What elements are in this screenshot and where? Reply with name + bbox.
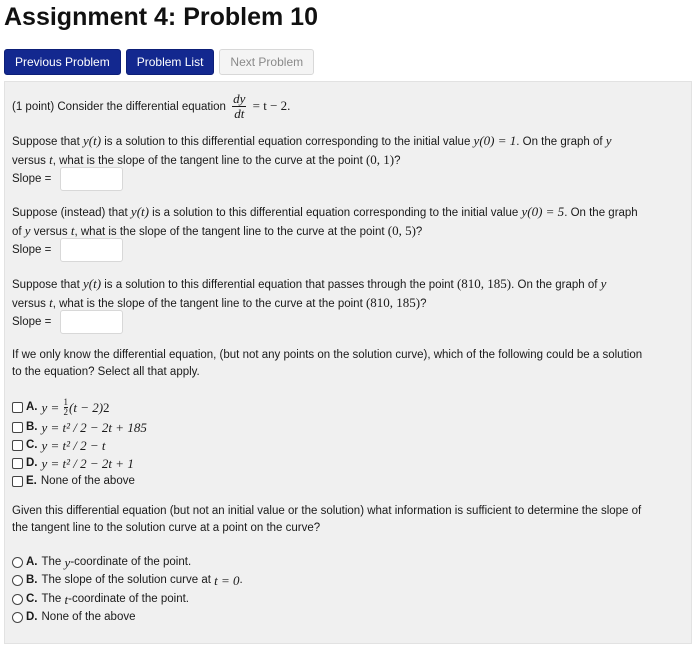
checkbox[interactable] [12,402,23,413]
checkbox-option-e[interactable]: E. None of the above [12,473,135,490]
checkbox[interactable] [12,440,23,451]
radio-button[interactable] [12,575,23,586]
radio-option-a[interactable]: A. The y -coordinate of the point. [12,554,191,571]
page-title: Assignment 4: Problem 10 [4,3,318,31]
radio-option-c[interactable]: C. The t -coordinate of the point. [12,591,189,608]
checkbox-option-c[interactable]: C. y = t² / 2 − t [12,437,106,454]
checkbox[interactable] [12,476,23,487]
radio-button[interactable] [12,557,23,568]
radio-button[interactable] [12,612,23,623]
checkbox[interactable] [12,458,23,469]
derivative-fraction: $\frac{dy}{dt}$ [233,91,246,122]
slope-label-2: Slope = [12,244,52,256]
radio-option-d[interactable]: D. None of the above [12,609,136,626]
problem-intro: (1 point) Consider the differential equation $\frac{dy}{dt}$ = t − 2. [12,91,291,122]
question-2-text: Suppose (instead) that y(t) is a solution to this differential equation corresponding to the initial value y(0) = 5. On the graph of y versus t, what is the slope of the tangent line to the curve at the point (0, 5)? [12,204,638,238]
question-3-text: Suppose that y(t) is a solution to this differential equation that passes through the point (810, 185). On the graph of y versus t, what is the slope of the tangent line to the curve at the point (810, 185)? [12,276,607,310]
question-5-text: Given this differential equation (but not an initial value or the solution) what information is sufficient to determine the slope of the tangent line to the solution curve at a point on the curve? [12,505,642,534]
checkbox-option-d[interactable]: D. y = t² / 2 − 2t + 1 [12,455,134,472]
question-4-text: If we only know the differential equation, (but not any points on the solution curve), which of the following could be a solution to the equation? Select all that apply. [12,349,643,378]
slope-label-3: Slope = [12,316,52,328]
question-1-text: Suppose that y(t) is a solution to this differential equation corresponding to the initial value y(0) = 1. On the graph of y versus t, what is the slope of the tangent line to the curve at the point (0, 1)? [12,133,612,167]
problem-panel [4,81,692,644]
radio-option-b[interactable]: B. The slope of the solution curve at t = 0 . [12,572,243,589]
checkbox-option-b[interactable]: B. y = t² / 2 − 2t + 185 [12,419,147,436]
slope-input-2[interactable] [60,238,123,262]
problem-list-button[interactable]: Problem List [126,49,215,75]
problem-navigation [4,49,314,75]
one-half-fraction: $\frac{1}{2}$ [63,397,68,417]
slope-label-1: Slope = [12,173,52,185]
checkbox[interactable] [12,422,23,433]
checkbox-option-a[interactable]: A. y = $\frac{1}{2}$ (t − 2) 2 [12,398,110,417]
slope-input-3[interactable] [60,310,123,334]
slope-input-1[interactable] [60,167,123,191]
previous-problem-button[interactable]: Previous Problem [4,49,121,75]
radio-button[interactable] [12,594,23,605]
next-problem-button[interactable]: Next Problem [219,49,314,75]
